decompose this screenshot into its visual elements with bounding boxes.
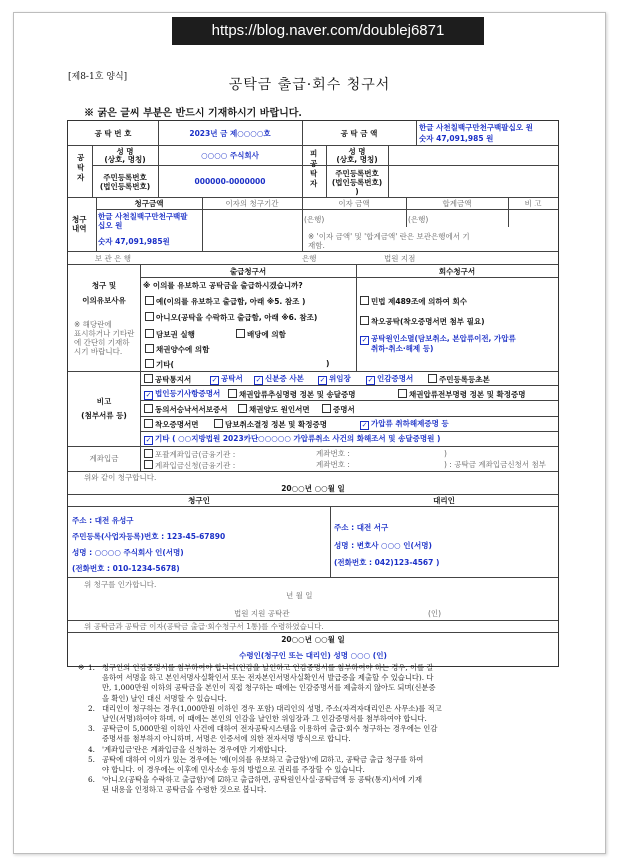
checkbox-id-copy[interactable]: ✓: [255, 376, 262, 384]
depositee-rrn-label: 주민등록번호: [335, 169, 379, 178]
depositee-label: 피공탁자: [310, 149, 318, 188]
checkbox-mistake[interactable]: [360, 316, 369, 325]
reason-note-4: 시기 바랍니다.: [74, 347, 123, 356]
attach-transfer-order[interactable]: 채권압류전부명령 정본 및 확정증명: [398, 389, 526, 399]
attachments-label-2: (첨부서류 등): [81, 411, 127, 420]
option-reserve[interactable]: 예(이의를 유보하고 출급함, 아래 ※5. 참조 ): [145, 296, 305, 306]
attach-resident-reg[interactable]: 주민등록등초본: [428, 374, 490, 384]
footnote-4: 4. '계좌입금'란은 계좌입금을 신청하는 경우에만 기재합니다.: [88, 744, 287, 754]
option-dividend[interactable]: 배당에 의함: [236, 329, 286, 339]
interest-bank-2: (은행): [408, 215, 429, 224]
claim-date: 20○○년 ○○월 일: [281, 484, 345, 493]
attach-mistake-doc[interactable]: 착오증명서면: [144, 419, 198, 429]
footnote-2: 2. 대리인이 청구하는 경우(1,000만원 이하인 경우 포함) 대리인의 성명, 주소(자격자대리인은 사무소)를 적고 날인(서명)하여야 하며, 이 때에는 본인의 인감을 날인한 위임장과 그 인감증명서를 첨부하여야 합니다.: [88, 703, 442, 724]
attachments-label-1: 비고: [96, 397, 112, 406]
attach-other[interactable]: ✓ 기타 ( ○○지방법원 2023카단○○○○○ 가압류취소 사건의 화해조서 및 송달증명원 ): [145, 434, 441, 444]
depositor-rrn-sublabel: (법인등록번호): [99, 182, 151, 191]
attach-seal-cert[interactable]: ✓ 인감증명서: [367, 374, 414, 384]
reason-label-1: 청구 및: [91, 281, 117, 290]
checkbox-poa[interactable]: ✓: [319, 376, 326, 384]
bank-fill-note-1: ※ '이자 금액' 및 '합계금액' 란은 보관은행에서 기: [308, 232, 470, 241]
claim-detail-label: 청구내역: [72, 215, 87, 233]
checkbox-collateral-cancel[interactable]: [214, 419, 223, 428]
depositor-label: 공탁자: [77, 153, 85, 182]
account-request-no: 계좌번호 :: [316, 460, 350, 469]
checkbox-seizure-release[interactable]: ✓: [361, 421, 368, 429]
option-collateral[interactable]: 담보권 실행: [145, 329, 195, 339]
depositor-rrn-value: 000000-0000000: [194, 177, 266, 186]
approval-date: 년 월 일: [286, 591, 313, 600]
attach-assignment-doc[interactable]: 채권양도 원인서면: [238, 404, 310, 414]
receipt-signer: 수령인(청구인 또는 대리인) 성명 ○○○ (인): [239, 651, 387, 660]
form-title: 공탁금 출급·회수 청구서: [228, 77, 391, 93]
footnote-1: ※ 1. 청구인의 인감증명서를 첨부하여야 합니다(인감을 날인하고 인감증명서를 첨부하여야 하는 경우, 이를 갈 음하여 서명을 하고 본인서명사실확인서 또는 전자본인서명사실확인서 발급증을 제출할 수 있습니다). 다 만, 1,000만원 이하의 공탁금을 본인이 직접 청구하는 때에는 인감증명서를 제출하지 않아도 되며(신분증 을 확인) 날인 대신 서명할 수 있습니다.: [78, 663, 436, 703]
checkbox-civil-law[interactable]: [360, 296, 369, 305]
claimant-header: 청구인: [188, 496, 210, 505]
claimant-phone: (전화번호 : 010-1234-5678): [72, 564, 180, 573]
checkbox-corp-reg[interactable]: ✓: [145, 391, 152, 399]
checkbox-notice[interactable]: [144, 374, 153, 383]
claim-amount-header: 청구금액: [134, 199, 164, 208]
as-above-statement: 위와 같이 청구합니다.: [84, 473, 157, 482]
option-civil-law[interactable]: 민법 제489조에 의하여 회수: [360, 296, 467, 306]
depositor-rrn-label: 주민등록번호: [103, 173, 147, 182]
receipt-statement: 위 공탁금과 공탁금 이자(공탁금 출급·회수청구서 1통)를 수령하였습니다.: [84, 622, 324, 631]
checkbox-transfer-order[interactable]: [398, 389, 407, 398]
checkbox-accept[interactable]: [145, 312, 154, 321]
claimant-address: 주소 : 대전 유성구: [72, 516, 134, 525]
checkbox-certificate[interactable]: [322, 404, 331, 413]
reason-note-3: 에 간단히 기재하: [74, 338, 130, 347]
claimant-name: 성명 : ○○○○ 주식회사 인(서명): [72, 548, 184, 557]
checkbox-assignment-doc[interactable]: [238, 404, 247, 413]
option-accept[interactable]: 아니오(공탁을 수락하고 출급함, 아래 ※6. 참조): [145, 312, 317, 322]
depositee-name-label: 성 명: [348, 147, 366, 156]
checkbox-collateral[interactable]: [145, 329, 154, 338]
footnote-6: 6. '아니오(공탁을 수락하고 출급함)'에 ☑하고 출급하면, 공탁원인사실·공탁금액 등 공탁(통지)서에 기재 된 내용을 인정하고 공탁금을 수령한 것으로 봅니다.: [88, 775, 423, 795]
blog-watermark: https://blog.naver.com/doublej6871: [172, 17, 484, 45]
agent-phone: (전화번호 : 042)123-4567 ): [334, 558, 440, 567]
recovery-header: 회수청구서: [438, 267, 476, 276]
checkbox-mistake-doc[interactable]: [144, 419, 153, 428]
form-type: [제8-1호 양식]: [68, 72, 128, 82]
deposit-no-label: 공 탁 번 호: [94, 129, 132, 138]
checkbox-collection-order[interactable]: [228, 389, 237, 398]
deposit-amount-number: 숫자 47,091,985 원: [419, 134, 494, 143]
account-blanket-no: 계좌번호 :: [316, 449, 350, 458]
account-blanket-close: ): [444, 449, 447, 458]
reason-label-2: 이의유보사유: [82, 296, 126, 305]
account-request[interactable]: 계좌입금신청(금융기관 :: [144, 460, 235, 470]
option-other-close: ): [326, 359, 330, 368]
option-cause-extinct[interactable]: ✓ 공탁원인소멸(담보취소, 본압류이전, 가압류: [361, 334, 516, 344]
claimant-reg-no: 주민등록(사업자등록)번호 : 123-45-67890: [72, 532, 226, 541]
checkbox-reserve[interactable]: [145, 296, 154, 305]
agent-address: 주소 : 대전 서구: [334, 523, 389, 532]
claim-amount-korean-1: 한글 사천칠백구만천구백팔: [98, 212, 188, 221]
bank-fill-note-2: 재함.: [308, 241, 325, 250]
reason-note-2: 표시하거나 기타란: [74, 329, 135, 338]
depositee-name-sublabel: (상호, 명칭): [336, 155, 378, 164]
attach-id-copy[interactable]: ✓ 신분증 사본: [255, 374, 304, 384]
checkbox-dividend[interactable]: [236, 329, 245, 338]
receipt-date: 20○○년 ○○월 일: [281, 635, 345, 644]
reservation-question: ※ 이의를 유보하고 공탁금을 출급하시겠습니까?: [143, 281, 303, 290]
footnote-3: 3. 공탁금이 5,000만원 이하인 사건에 대하여 전자공탁시스템을 이용하여 출급·회수 청구하는 경우에는 인감 증명서를 첨부하지 아니하며, 서명은 인증서에 의한 전자서명 방식으로 합니다.: [88, 724, 438, 744]
custody-bank-name: 은행: [302, 254, 317, 263]
approval-seal: (인): [428, 609, 442, 618]
attach-deposit-doc[interactable]: ✓ 공탁서: [211, 374, 243, 384]
checkbox-resident-reg[interactable]: [428, 374, 437, 383]
claim-amount-number: 숫자 47,091,985원: [98, 237, 170, 246]
deposit-amount-korean: 한글 사천칠백구만천구백팔십오 원: [419, 123, 533, 132]
agent-header: 대리인: [433, 496, 455, 505]
agent-name: 성명 : 변호사 ○○○ 인(서명): [334, 541, 432, 550]
depositee-rrn-sublabel: (법인등록번호): [331, 178, 383, 187]
checkbox-consent[interactable]: [144, 404, 153, 413]
checkbox-cause-extinct-checked[interactable]: ✓: [361, 336, 368, 344]
option-cause-extinct-2: 취하·취소·해제 등): [371, 344, 434, 353]
notice-text: ※ 굵은 글씨 부분은 반드시 기재하시기 바랍니다.: [84, 108, 302, 119]
attach-consent[interactable]: 동의서승낙서서보증서: [144, 404, 227, 414]
claim-amount-korean-2: 십오 원: [98, 221, 123, 230]
checkbox-other[interactable]: [145, 359, 154, 368]
remark-header: 비 고: [524, 199, 542, 208]
checkbox-attach-other[interactable]: ✓: [145, 436, 152, 444]
account-blanket[interactable]: 포괄계좌입금(금융기관 :: [144, 449, 235, 459]
checkbox-deposit-doc[interactable]: ✓: [211, 376, 218, 384]
approval-statement: 위 청구를 인가합니다.: [84, 580, 157, 589]
interest-amount-header: 이자 금액: [338, 199, 370, 208]
approval-court: 법원 지원 공탁관: [234, 609, 290, 618]
checkbox-account-request[interactable]: [144, 460, 153, 469]
depositor-name-label: 성 명: [116, 147, 134, 156]
attach-corp-reg[interactable]: ✓ 법인등기사항증명서: [145, 389, 221, 399]
attach-poa[interactable]: ✓ 위임장: [319, 374, 351, 384]
option-mistake[interactable]: 착오공탁(착오증명서면 첨부 필요): [360, 316, 485, 326]
deposit-no-value: 2023년 금 제○○○○호: [189, 129, 271, 138]
attach-collection-order[interactable]: 채권압류추심명령 정본 및 송달증명: [228, 389, 356, 399]
deposit-amount-label: 공 탁 금 액: [340, 129, 378, 138]
attach-seizure-release[interactable]: ✓ 가압류 취하해제증명 등: [361, 419, 449, 429]
footnotes: [80, 663, 560, 796]
attach-notice[interactable]: 공탁통지서: [144, 374, 191, 384]
custody-bank-branch: 법원 지점: [384, 254, 416, 263]
withdrawal-header: 출급청구서: [229, 267, 267, 276]
footnote-5: 5. 공탁에 대하여 이의가 있는 경우에는 '예(이의를 유보하고 출급함)'에 ☑하고, 공탁금 출급 청구를 하여 야 합니다. 이 경우에는 이후에 민사소송 등의 방법으로 권리를 주장할 수 있습니다.: [88, 754, 424, 775]
account-label: 계좌입금: [89, 454, 119, 463]
interest-period-header: 이자의 청구기간: [225, 199, 279, 208]
depositor-name-sublabel: (상호, 명칭): [104, 155, 146, 164]
checkbox-assignment[interactable]: [145, 344, 154, 353]
interest-bank-1: (은행): [304, 215, 325, 224]
account-request-close: ) : 공탁금 계좌입금신청서 첨부: [444, 460, 546, 469]
reason-note-1: ※ 해당란에: [74, 320, 112, 329]
attach-certificate[interactable]: 증명서: [322, 404, 355, 414]
depositor-name-value: ○○○○ 주식회사: [201, 151, 259, 160]
depositee-rrn-close: ): [355, 187, 359, 196]
option-assignment[interactable]: 채권양수에 의함: [145, 344, 209, 354]
custody-bank-label: 보 관 은 행: [94, 254, 132, 263]
total-amount-header: 합계금액: [442, 199, 472, 208]
attach-collateral-cancel[interactable]: 담보취소결정 정본 및 확정증명: [214, 419, 327, 429]
option-other[interactable]: 기타(: [145, 359, 174, 369]
checkbox-seal-cert[interactable]: ✓: [367, 376, 374, 384]
checkbox-account-blanket[interactable]: [144, 449, 153, 458]
claim-form-table: [67, 120, 559, 667]
